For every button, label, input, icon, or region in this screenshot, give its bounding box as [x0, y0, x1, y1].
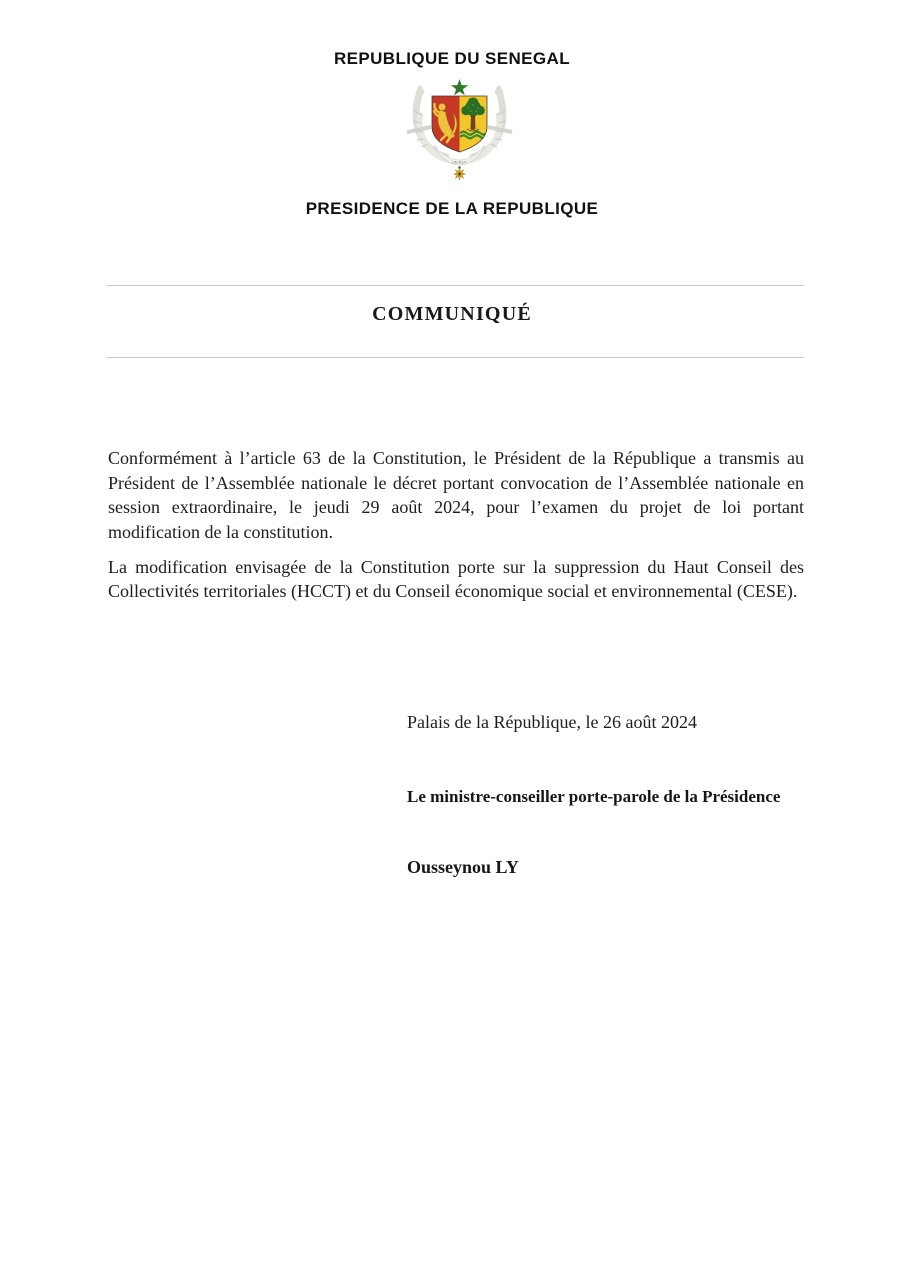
- signature-role: Le ministre-conseiller porte-parole de la Présidence: [407, 787, 781, 806]
- motto-text: UN BUT: [452, 159, 467, 165]
- senegal-coat-of-arms-icon: [404, 76, 515, 188]
- dateline: Palais de la République, le 26 août 2024: [407, 712, 697, 732]
- green-star-icon: [451, 79, 468, 95]
- horizontal-rule: [107, 357, 804, 358]
- lion-order-medal-icon: [454, 166, 466, 180]
- paragraph: Conformément à l’article 63 de la Constitution, le Président de la République a transmis au Président de l’Assemblée nationale le décret portant convocation de l’Assemblée nationale en session extraordinaire, le jeudi 29 août 2024, pour l’examen du projet de loi portant modification de la constitution.: [108, 448, 804, 542]
- header-institution: PRESIDENCE DE LA REPUBLIQUE: [305, 199, 599, 218]
- document-body: [108, 446, 804, 614]
- header-country: REPUBLIQUE DU SENEGAL: [333, 49, 571, 68]
- shield: [432, 96, 487, 152]
- signature-name: Ousseynou LY: [407, 857, 519, 877]
- horizontal-rule: [107, 285, 804, 286]
- paragraph: La modification envisagée de la Constitution porte sur la suppression du Haut Conseil des Collectivités territoriales (HCCT) et du Conseil économique social et environnemental (CESE).: [108, 556, 804, 601]
- document-title: COMMUNIQUÉ: [372, 303, 532, 325]
